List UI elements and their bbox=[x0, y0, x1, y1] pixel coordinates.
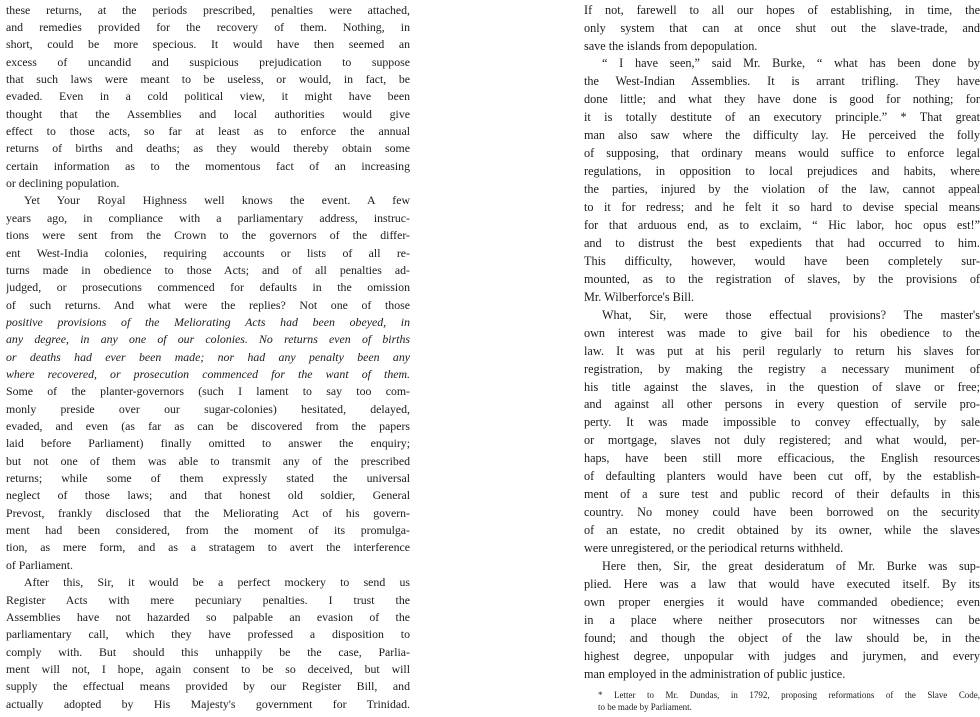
right-line-27: of defaulting planters would have been cut off, by the establish- bbox=[584, 469, 980, 484]
left-line-36: Assemblies have not hazarded so palpable an evasion of the bbox=[6, 609, 410, 624]
right-line-15: This difficulty, however, would have been completely sur- bbox=[584, 253, 980, 268]
right-line-36: found; and though the object of the law should be, in the bbox=[584, 630, 980, 645]
left-line-25: evaded, and even (as far as can be discovered from the papers bbox=[6, 419, 410, 434]
left-line-35: Register Acts with mere pecuniary penalties. I trust the bbox=[6, 592, 410, 607]
left-line-5: that such laws were meant to be useless, or would, in fact, be bbox=[6, 71, 410, 86]
right-line-24: perty. It was made impossible to convey effectually, by sale bbox=[584, 415, 980, 430]
right-line-18: What, Sir, were those effectual provisions? The master's bbox=[602, 307, 980, 322]
left-line-26: laid before Parliament) finally omitted to answer the enquiry; bbox=[6, 436, 410, 451]
left-line-32: tion, as mere form, and as a stratagem to avert the interference bbox=[6, 540, 410, 555]
right-line-33: plied. Here was a law that would have executed itself. By its bbox=[584, 576, 980, 591]
right-line-25: or mortgage, slaves not duly registered; and what would, per- bbox=[584, 433, 980, 448]
right-line-29: country. No money could have been borrowed on the security bbox=[584, 505, 980, 520]
right-line-4: “ I have seen,” said Mr. Burke, “ what has been done by bbox=[602, 56, 980, 71]
right-line-13: for that arduous end, as to exclaim, “ Hic labor, hoc opus est!” bbox=[584, 218, 980, 232]
right-line-5: the West-Indian Assemblies. It is arrant trifling. They have bbox=[584, 74, 980, 89]
left-line-1: these returns, at the periods prescribed, penalties were attached, bbox=[6, 2, 410, 17]
left-line-34: After this, Sir, it would be a perfect mockery to send us bbox=[24, 575, 410, 590]
left-line-13: years ago, in compliance with a parliamentary address, instruc- bbox=[6, 210, 410, 225]
left-line-27: but not one of them was able to transmit any of the prescribed bbox=[6, 453, 410, 468]
left-line-40: supply the effectual means provided by our Register Bill, and bbox=[6, 679, 410, 694]
left-line-41: actually adopted by His Majesty's government for Trinidad. bbox=[6, 696, 410, 711]
left-line-30: Prevost, frankly disclosed that the Meliorating Act of his govern- bbox=[6, 505, 410, 520]
right-line-21: registration, by making the registry a necessary muniment of bbox=[584, 361, 980, 376]
right-line-37: highest degree, unpopular with judges and jurymen, and every bbox=[584, 648, 980, 663]
right-line-28: ment of a sure test and public record of their defaults in this bbox=[584, 487, 980, 502]
right-line-31: were unregistered, or the periodical returns withheld. bbox=[584, 541, 844, 556]
left-line-2: and remedies provided for the recovery of them. Nothing, in bbox=[6, 19, 410, 34]
footnote-line-2: to be made by Parliament. bbox=[598, 701, 692, 712]
left-line-17: judged, or prosecutions commenced for defaults in the omission bbox=[6, 280, 410, 295]
right-line-35: in a place where neither prosecutors nor witnesses can be bbox=[584, 612, 980, 627]
left-line-6: evaded. Even in a cold political view, it might have been bbox=[6, 89, 410, 104]
left-line-24: monly preside over our sugar-colonies) hesitated, delayed, bbox=[6, 401, 410, 416]
left-line-39: ment will not, I hope, again consent to be so deceived, but will bbox=[6, 661, 410, 676]
right-line-34: own proper energies it would have commanded obedience; even bbox=[584, 594, 980, 609]
left-line-37: parliamentary call, which they have professed a disposition to bbox=[6, 627, 410, 642]
left-line-8: effect to those acts, so far at least as to enforce the annual bbox=[6, 124, 410, 139]
right-line-8: man also saw where the difficulty lay. He perceived the folly bbox=[584, 128, 980, 143]
left-line-38: comply with. But should this unhappily be the case, Parlia- bbox=[6, 644, 410, 659]
left-line-10: certain information as to the momentous fact of an increasing bbox=[6, 158, 410, 173]
right-line-32: Here then, Sir, the great desideratum of Mr. Burke was sup- bbox=[602, 559, 980, 573]
left-line-21: or deaths had ever been made; nor had any penalty been any bbox=[6, 349, 410, 364]
left-line-28: returns; while some of them expressly stated the universal bbox=[6, 471, 410, 486]
left-line-31: ment had been considered, from the moment of its promulga- bbox=[6, 523, 410, 538]
right-line-12: to it for redress; and he felt it so hard to devise special means bbox=[584, 200, 980, 215]
right-line-30: of an estate, no credit obtained by its owner, while the slaves bbox=[584, 523, 980, 538]
right-line-14: and to distrust the best expedients that had occurred to him. bbox=[584, 235, 980, 250]
left-line-4: excess of uncandid and suspicious prejudication to suppose bbox=[6, 54, 410, 69]
right-line-22: his title against the slaves, in the question of slave or free; bbox=[584, 379, 980, 394]
right-line-26: haps, have been still more efficacious, the English resources bbox=[584, 451, 980, 466]
right-line-11: the parties, injured by the violation of the law, cannot appeal bbox=[584, 182, 980, 197]
right-line-9: of supposing, that ordinary means would suffice to enforce legal bbox=[584, 146, 980, 161]
left-line-19: positive provisions of the Meliorating Acts had been obeyed, in bbox=[6, 314, 410, 329]
right-line-23: and against all other persons in every question of servile pro- bbox=[584, 397, 980, 412]
left-line-22: where recovered, or prosecution commenced for the want of them. bbox=[6, 366, 410, 381]
right-line-6: done little; and what they have done is good for nothing; for bbox=[584, 92, 980, 107]
left-line-11: or declining population. bbox=[6, 176, 120, 191]
left-line-14: tions were sent from the Crown to the governors of the differ- bbox=[6, 228, 410, 243]
left-line-16: turns made in obedience to those Acts; and of all penalties ad- bbox=[6, 262, 410, 277]
right-line-38: man employed in the administration of public justice. bbox=[584, 666, 846, 681]
right-line-2: only system that can at once shut out the slave-trade, and bbox=[584, 20, 980, 35]
left-line-20: any degree, in any one of our colonies. No returns even of births bbox=[6, 332, 410, 347]
left-line-15: ent West-India colonies, requiring accounts or lists of all re- bbox=[6, 245, 410, 260]
right-line-16: mounted, as to the registration of slaves, by the provisions of bbox=[584, 271, 980, 286]
right-line-10: regulations, in opposition to local prejudices and habits, where bbox=[584, 164, 980, 179]
left-line-29: neglect of those laws; and that honest old soldier, General bbox=[6, 488, 410, 503]
left-line-3: short, could be more specious. It would have then seemed an bbox=[6, 37, 410, 52]
right-line-19: own interest was made to give bail for his obedience to the bbox=[584, 325, 980, 340]
left-line-12: Yet Your Royal Highness well knows the event. A few bbox=[24, 193, 410, 208]
left-line-23: Some of the planter-governors (such I lament to say too com- bbox=[6, 384, 410, 399]
left-line-33: of Parliament. bbox=[6, 557, 74, 572]
right-line-3: save the islands from depopulation. bbox=[584, 38, 758, 53]
footnote-line-1: * Letter to Mr. Dundas, in 1792, proposing reformations of the Slave Code, bbox=[598, 690, 980, 701]
right-line-17: Mr. Wilberforce's Bill. bbox=[584, 289, 695, 304]
left-line-18: of such returns. And what were the replies? Not one of those bbox=[6, 297, 410, 312]
left-line-7: thought that the Assemblies and local authorities would give bbox=[6, 106, 410, 121]
right-line-1: If not, farewell to all our hopes of establishing, in time, the bbox=[584, 2, 980, 17]
right-line-20: law. It was put at his peril regularly to return his slaves for bbox=[584, 343, 980, 358]
right-line-7: it is totally destitute of an executory principle.” * That great bbox=[584, 110, 980, 125]
left-line-9: returns of births and deaths; as they would thereby obtain some bbox=[6, 141, 410, 156]
